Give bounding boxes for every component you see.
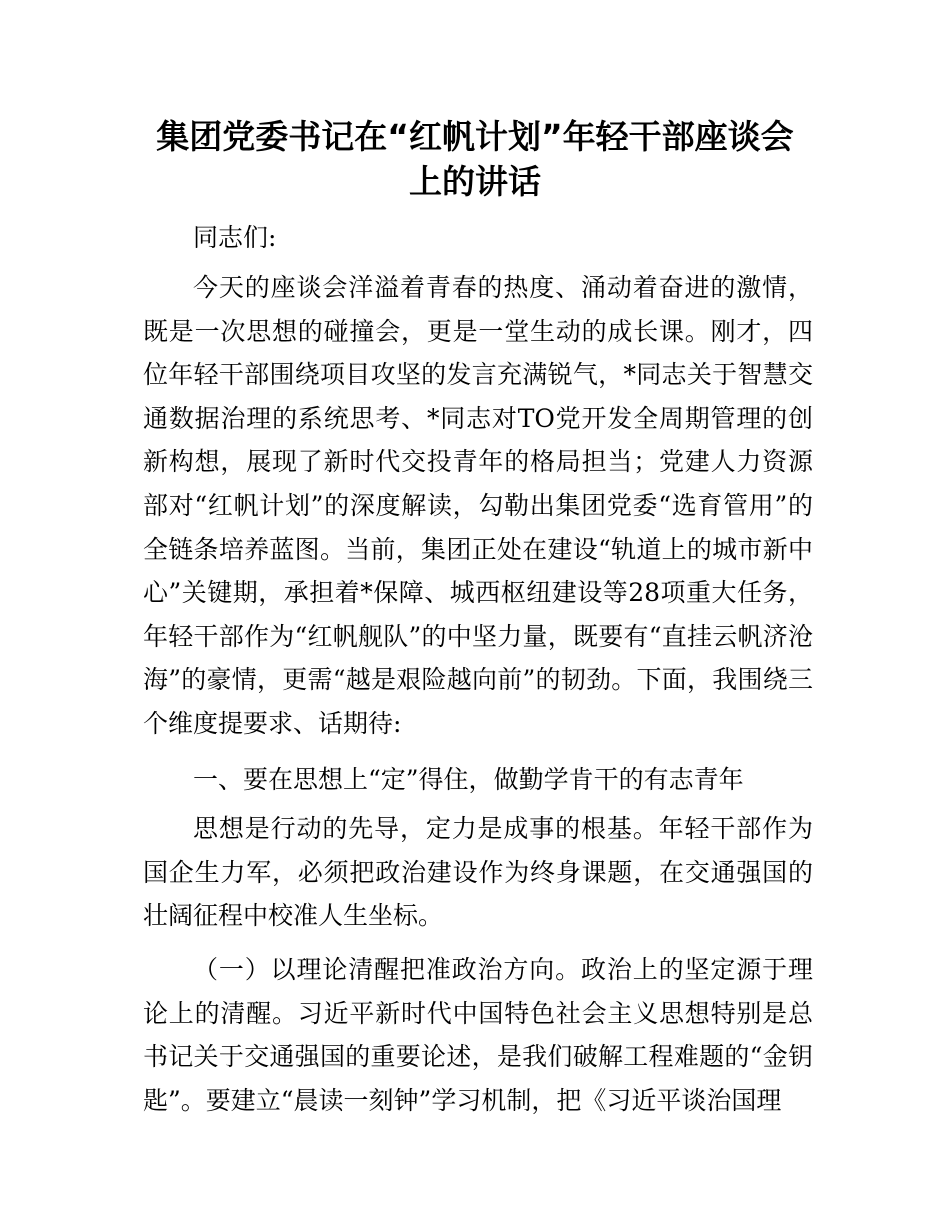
section-heading-1: 一、要在思想上“定”得住，做勤学肯干的有志青年 [193, 765, 744, 794]
document-title-line-1: 集团党委书记在“红帆计划”年轻干部座谈会 [156, 117, 794, 156]
document-title-line-2: 上的讲话 [409, 162, 541, 201]
paragraph-subsection-1: （一）以理论清醒把准政治方向。政治上的坚定源于理论上的清醒。习近平新时代中国特色社会主义思想特别是总书记关于交通强国的重要论述，是我们破解工程难题的“金钥匙”。要建立“晨读一刻钟”学习机制，把《习近平谈治国理 [143, 955, 813, 1115]
paragraph-section-1: 思想是行动的先导，定力是成事的根基。年轻干部作为国企生力军，必须把政治建设作为终身课题，在交通强国的壮阔征程中校准人生坐标。 [143, 814, 813, 931]
salutation: 同志们: [193, 223, 277, 252]
paragraph-intro: 今天的座谈会洋溢着青春的热度、涌动着奋进的激情，既是一次思想的碰撞会，更是一堂生动的成长课。刚才，四位年轻干部围绕项目攻坚的发言充满锐气，*同志关于智慧交通数据治理的系统思考、*同志对TO党开发全周期管理的创新构想，展现了新时代交投青年的格局担当；党建人力资源部对“红帆计划”的深度解读，勾勒出集团党委“选育管用”的全链条培养蓝图。当前，集团正处在建设“轨道上的城市新中心”关键期，承担着*保障、城西枢纽建设等28项重大任务，年轻干部作为“红帆舰队”的中坚力量，既要有“直挂云帆济沧海”的豪情，更需“越是艰险越向前”的韧劲。下面，我围绕三个维度提要求、话期待: [143, 273, 813, 738]
